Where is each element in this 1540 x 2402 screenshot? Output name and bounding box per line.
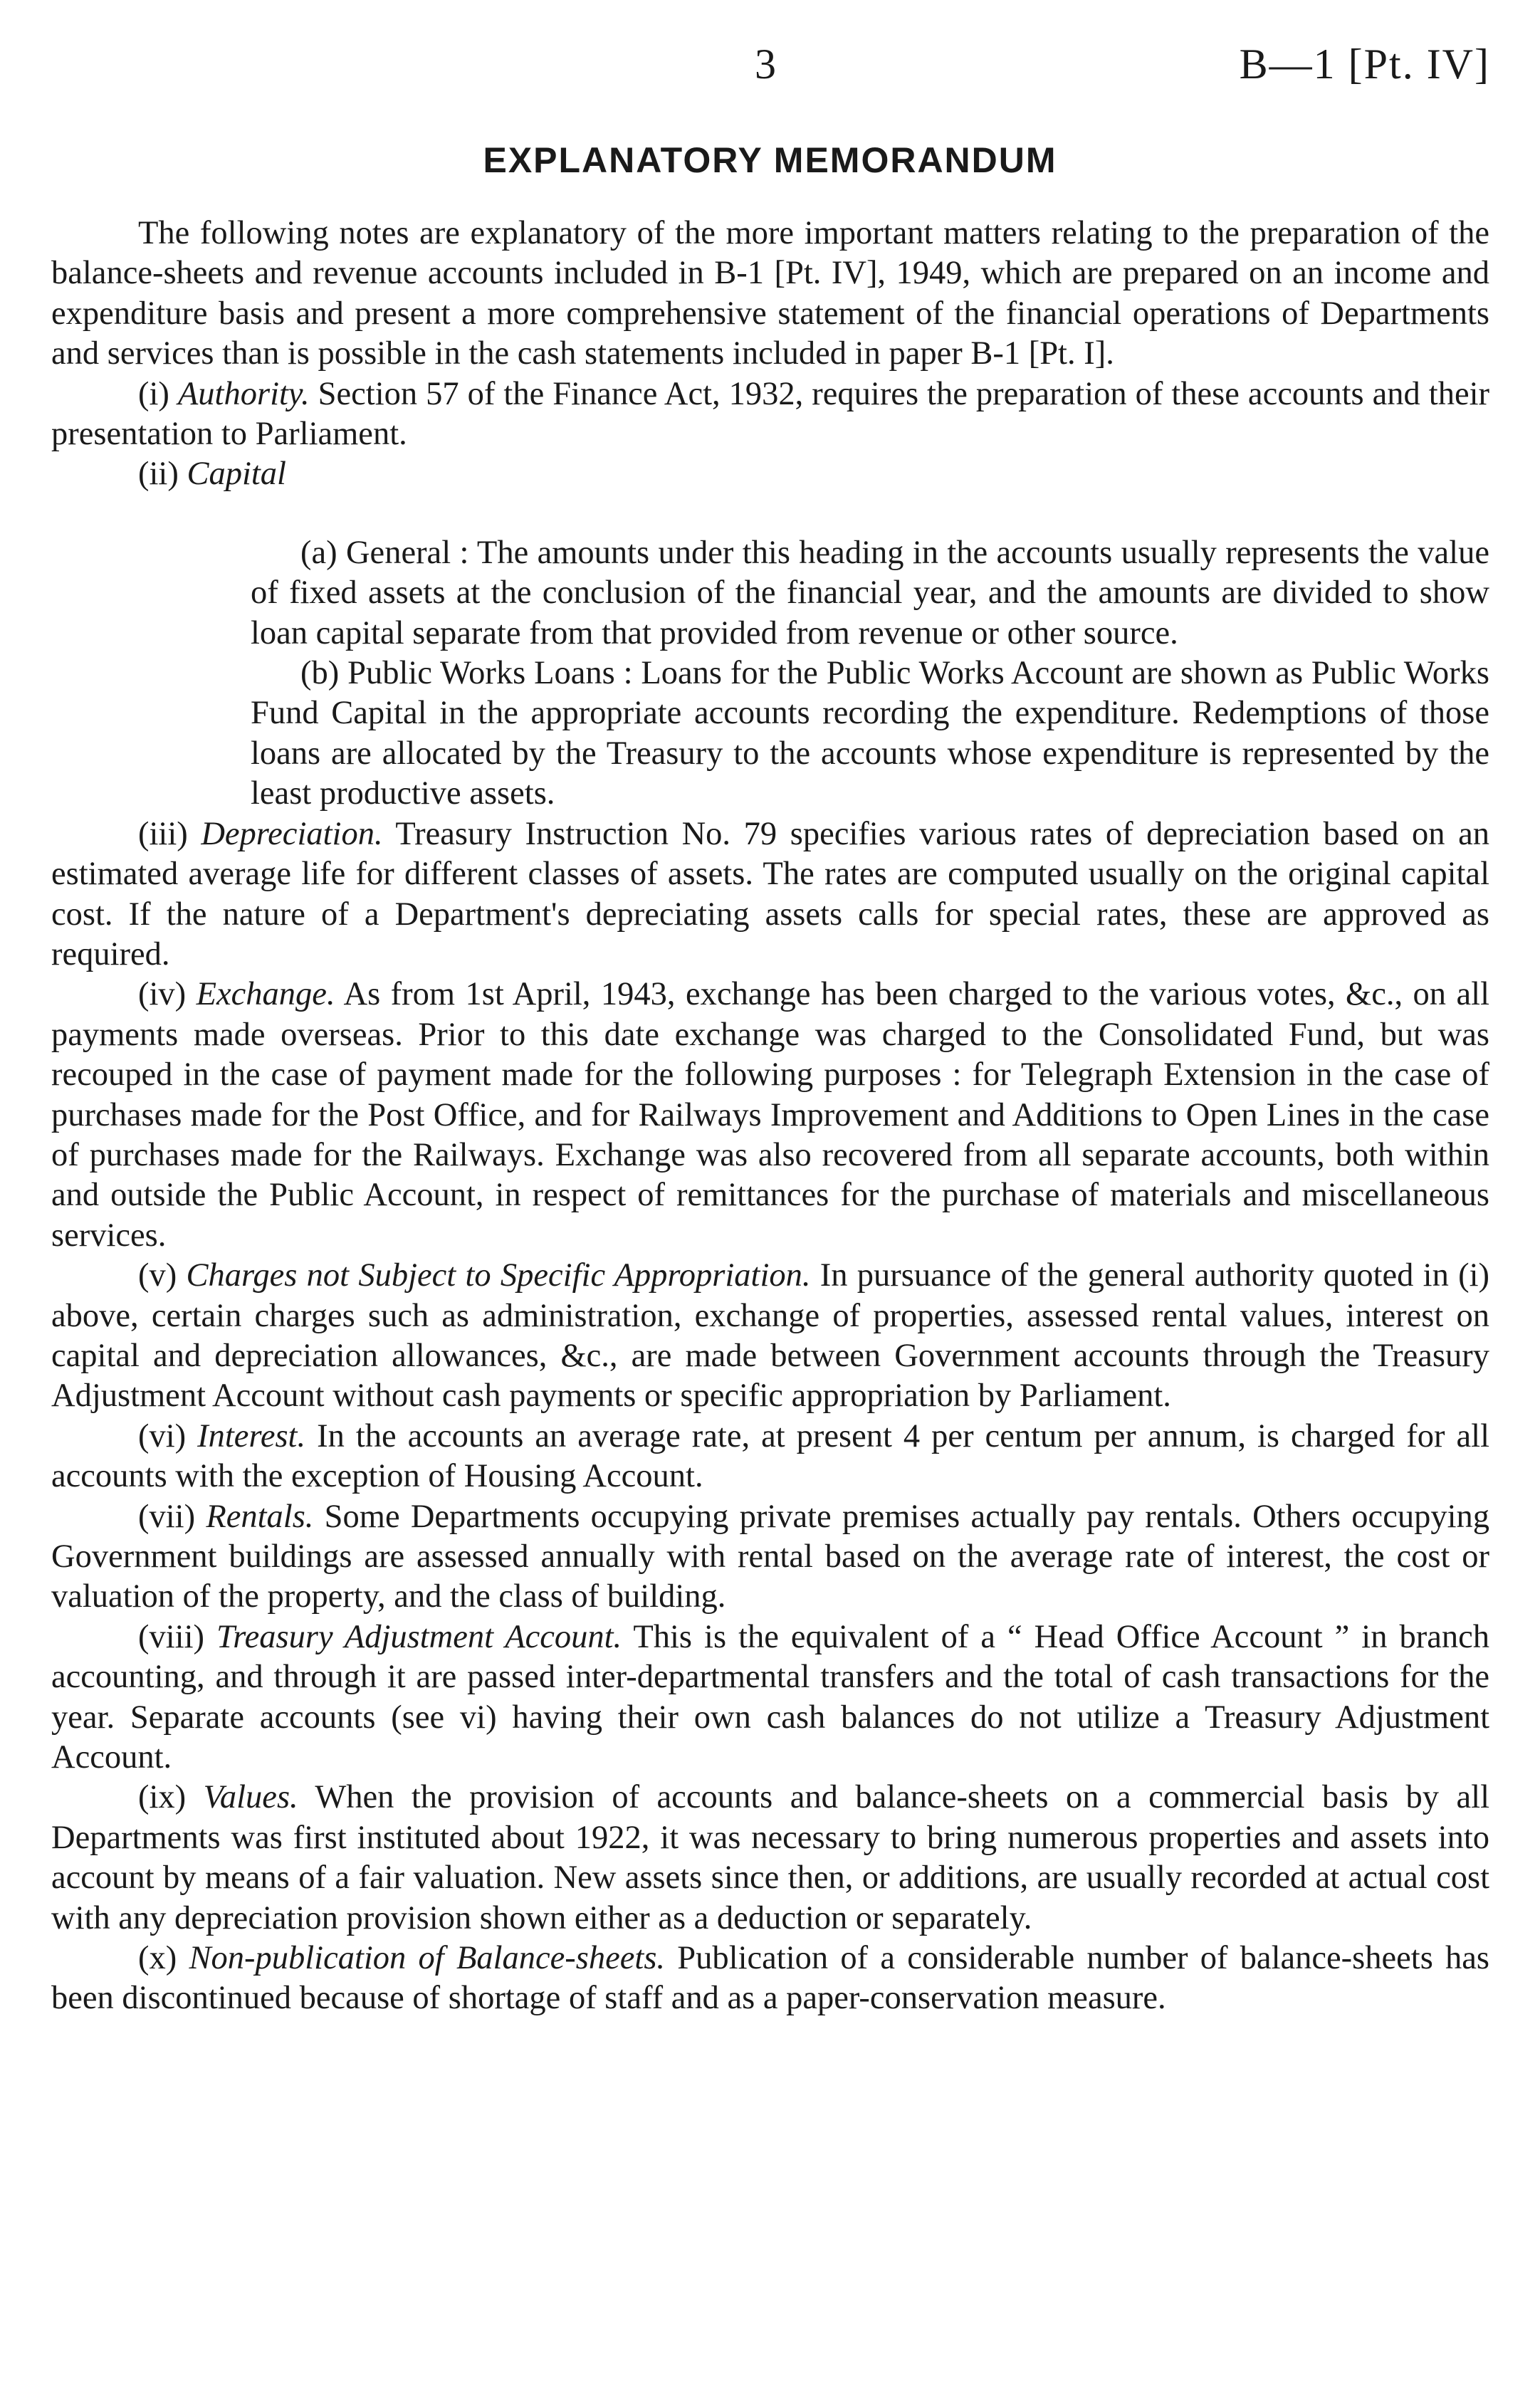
section-heading: Values. bbox=[203, 1779, 298, 1816]
section-authority bbox=[51, 374, 1489, 455]
section-number: (iv) bbox=[138, 976, 187, 1013]
subsection-public-works-loans bbox=[251, 654, 1489, 814]
section-capital bbox=[51, 454, 1489, 494]
page-title: EXPLANATORY MEMORANDUM bbox=[483, 140, 1057, 180]
section-heading: Rentals. bbox=[206, 1498, 314, 1535]
section-number: (ix) bbox=[138, 1779, 187, 1816]
subsection-heading: Public Works Loans : bbox=[347, 655, 633, 692]
section-text: This is the equivalent of a “ Head Office Account ” in branch accounting, and through it are passed inter-departmental transfers and the total of cash transactions for the year. Separate accounts (see vi) having their own cash balances do not utilize a Treasury Adjustment Account. bbox=[51, 1618, 1489, 1776]
section-number: (vi) bbox=[138, 1417, 187, 1454]
section-text: Treasury Instruction No. 79 specifies various rates of depreciation based on an estimated average life for different classes of assets. The rates are computed usually on the original capital cost. If the nature of a Department's depreciating assets calls for special rates, these are approved as required. bbox=[51, 815, 1489, 972]
section-heading: Exchange. bbox=[196, 976, 335, 1013]
section-number: (ii) bbox=[138, 456, 179, 493]
section-number: (viii) bbox=[138, 1618, 204, 1655]
section-depreciation bbox=[51, 814, 1489, 975]
section-text: In the accounts an average rate, at present 4 per centum per annum, is charged for all accounts with the exception of Housing Account. bbox=[51, 1417, 1490, 1495]
section-text: Section 57 of the Finance Act, 1932, requires the preparation of these accounts and their presentation to Parliament. bbox=[51, 375, 1489, 453]
subsection-letter: (b) bbox=[300, 655, 340, 692]
section-values bbox=[51, 1778, 1489, 1939]
intro-paragraph: The following notes are explanatory of the more important matters relating to the preparation of the balance-sheets and revenue accounts included in B-1 [Pt. IV], 1949, which are prepared on an income and expenditure basis and present a more comprehensive statement of the financial operations of Departments and services than is possible in the cash statements included in paper B-1 [Pt. I]. bbox=[51, 215, 1489, 372]
section-text: As from 1st April, 1943, exchange has been charged to the various votes, &c., on all payments made overseas. Prior to this date exchange was charged to the Consolidated Fund, but was recouped in the case of payment made for the following purposes : for Telegraph Extension in the case of purchases made for the Post Office, and for Railways Improvement and Additions to Open Lines in the case of purchases made for the Railways. Exchange was also recovered from all separate accounts, both within and outside the Public Account, in respect of remittances for the purchase of materials and miscellaneous services. bbox=[51, 976, 1490, 1254]
section-heading: Depreciation. bbox=[201, 815, 383, 852]
section-rentals bbox=[51, 1497, 1489, 1617]
section-heading: Interest. bbox=[197, 1417, 306, 1454]
section-heading: Authority. bbox=[177, 375, 310, 412]
section-number: (x) bbox=[138, 1940, 177, 1977]
subsection-capital-general bbox=[251, 533, 1489, 654]
subsection-heading: General : bbox=[345, 534, 469, 571]
subsection-text: Loans for the Public Works Account are shown as Public Works Fund Capital in the appropriate accounts recording the expenditure. Redemptions of those loans are allocated by the Treasury to the accounts whose expenditure is represented by the least productive assets. bbox=[251, 655, 1490, 812]
subsection-text: The amounts under this heading in the accounts usually represents the value of fixed assets at the conclusion of the financial year, and the amounts are divided to show loan capital separate from that provided from revenue or other source. bbox=[251, 534, 1489, 651]
section-exchange bbox=[51, 975, 1489, 1256]
section-heading: Non-publication of Balance-sheets. bbox=[189, 1940, 666, 1977]
page-number: 3 bbox=[755, 41, 776, 88]
section-number: (iii) bbox=[138, 815, 188, 852]
subsection-letter: (a) bbox=[300, 534, 337, 571]
document-reference: B—1 [Pt. IV] bbox=[1239, 41, 1490, 88]
section-text: Publication of a considerable number of balance-sheets has been discontinued because of shortage of staff and as a paper-conservation measure. bbox=[51, 1940, 1490, 2017]
section-heading: Capital bbox=[187, 456, 286, 493]
section-heading: Charges not Subject to Specific Appropriation. bbox=[186, 1257, 811, 1294]
section-treasury-adjustment bbox=[51, 1617, 1489, 1778]
section-text: When the provision of accounts and balance-sheets on a commercial basis by all Departments was first instituted about 1922, it was necessary to bring numerous properties and assets into account by means of a fair valuation. New assets since then, or additions, are usually recorded at actual cost with any depreciation provision shown either as a deduction or separately. bbox=[51, 1779, 1490, 1936]
section-text: In pursuance of the general authority quoted in (i) above, certain charges such as administration, exchange of properties, assessed rental values, interest on capital and depreciation allowances, &c., are made between Government accounts through the Treasury Adjustment Account without cash payments or specific appropriation by Parliament. bbox=[51, 1257, 1490, 1415]
section-charges bbox=[51, 1256, 1489, 1417]
section-heading: Treasury Adjustment Account. bbox=[216, 1618, 622, 1655]
section-text: Some Departments occupying private premises actually pay rentals. Others occupying Government buildings are assessed annually with rental based on the average rate of interest, the cost or valuation of the property, and the class of building. bbox=[51, 1498, 1489, 1615]
section-number: (v) bbox=[138, 1257, 177, 1294]
page-header bbox=[0, 40, 1540, 104]
section-interest bbox=[51, 1417, 1489, 1497]
section-non-publication bbox=[51, 1939, 1489, 2019]
section-number: (vii) bbox=[138, 1498, 196, 1535]
section-number: (i) bbox=[138, 375, 169, 412]
memorandum-body bbox=[51, 214, 1489, 2019]
